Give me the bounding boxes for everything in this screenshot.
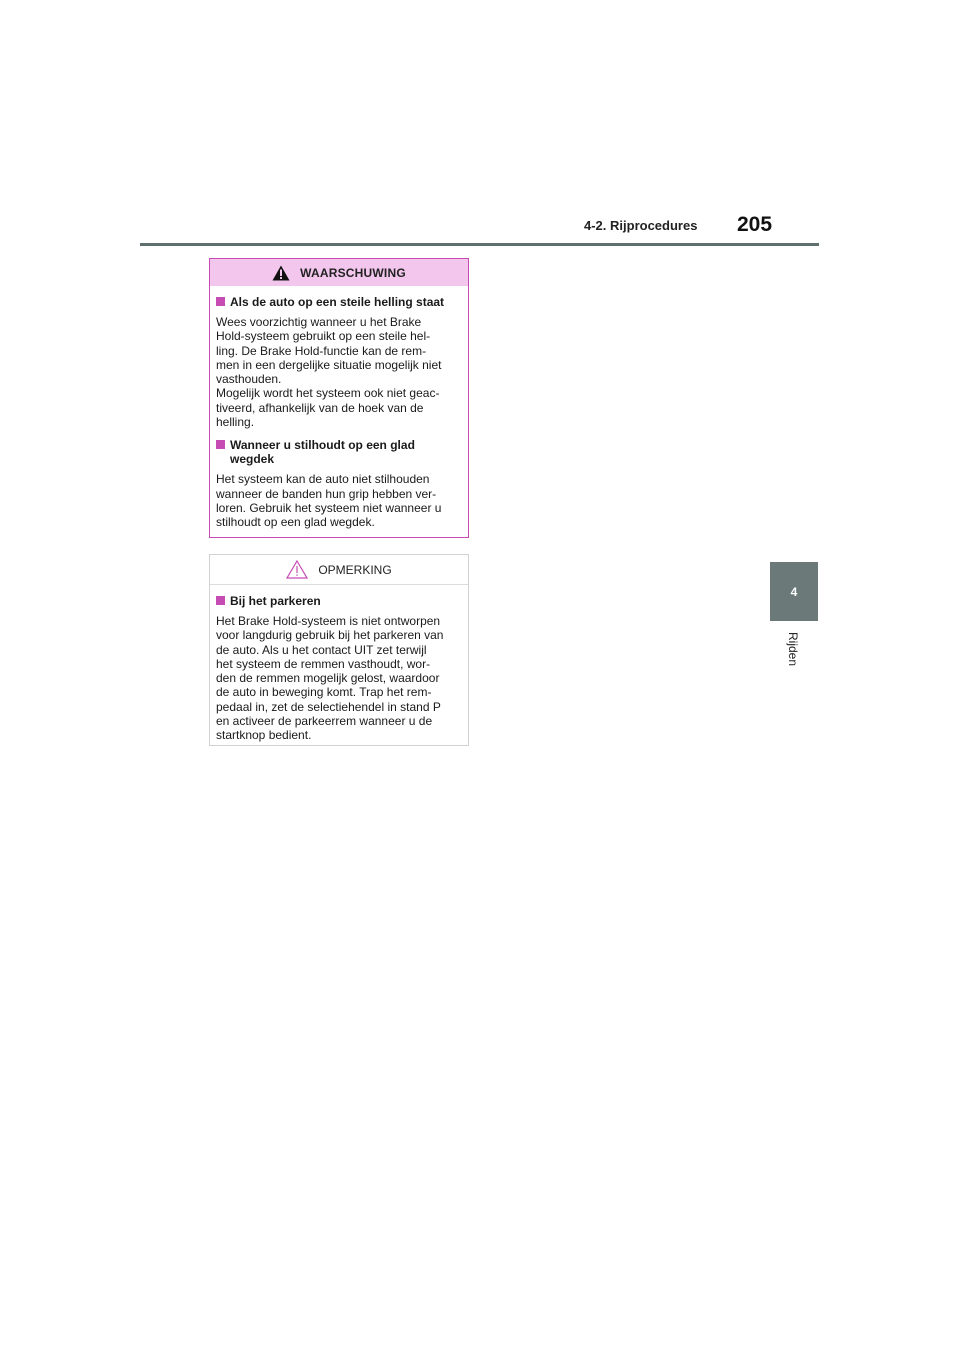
warning-item-heading	[216, 295, 462, 309]
warning-item-heading-text: Wanneer u stilhoudt op een glad wegdek	[230, 438, 415, 467]
header-divider	[140, 243, 819, 246]
chapter-tab	[770, 562, 818, 621]
chapter-label: Rijden	[786, 632, 800, 667]
warning-triangle-icon	[272, 265, 290, 281]
square-bullet-icon	[216, 596, 225, 605]
chapter-number: 4	[790, 584, 798, 599]
notice-item-text: Het Brake Hold-systeem is niet ontworpen voor langdurig gebruik bij het parkeren van de auto. Als u het contact UIT zet terwijl het systeem de remmen vasthoudt, wor- den de remmen mogelijk gelost, waardoor de auto in beweging komt. Trap het rem- pedaal in, zet de selectiehendel in stand P en activeer de parkeerrem wanneer u de startknop bedient.	[216, 614, 444, 743]
warning-item-heading-text: Als de auto op een steile helling staat	[230, 295, 445, 309]
section-title: 4-2. Rijprocedures	[584, 218, 698, 233]
warning-box	[209, 258, 469, 538]
notice-item-heading	[216, 594, 462, 608]
notice-header	[210, 555, 468, 585]
warning-title: WAARSCHUWING	[300, 265, 406, 280]
notice-title: OPMERKING	[318, 562, 392, 577]
warning-item-heading	[216, 438, 462, 466]
warning-item-text: Het systeem kan de auto niet stilhouden wanneer de banden hun grip hebben ver- loren. Gebruik het systeem niet wanneer u stilhoudt op een glad wegdek.	[216, 472, 442, 530]
page-number: 205	[737, 213, 773, 236]
warning-header	[210, 259, 468, 286]
square-bullet-icon	[216, 440, 225, 449]
notice-box	[209, 554, 469, 746]
notice-item-heading-text: Bij het parkeren	[230, 594, 321, 608]
warning-item-text: Wees voorzichtig wanneer u het Brake Hold-systeem gebruikt op een steile hel- ling. De Brake Hold-functie kan de rem- men in een dergelijke situatie mogelijk niet vasthouden. Mogelijk wordt het systeem ook niet geac- tiveerd, afhankelijk van de hoek van de helling.	[216, 315, 442, 430]
square-bullet-icon	[216, 297, 225, 306]
caution-triangle-icon	[286, 560, 308, 579]
